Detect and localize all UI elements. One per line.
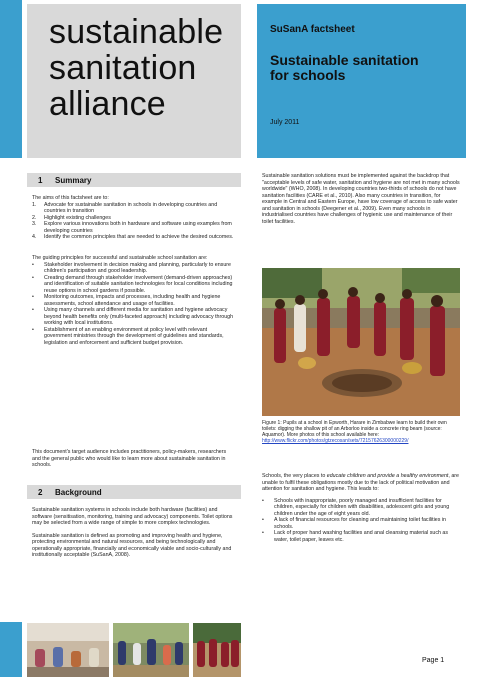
list-item: • A lack of financial resources for cleaning and maintaining toilet facilities in schools. [262, 517, 446, 530]
context-paragraph: Sustainable sanitation solutions must be implemented against the backdrop that "acceptable levels of safe water, sanitation and hygiene are not met in many schools worldwide" (WHO, 2008). In developing countries two-thirds of schools do not have sanitation facilities (CARE et al., 2010). Also many countries in transition, for example in Central and Eastern Europe, have low coverage of access to safe water and sanitation in schools (Deegener et al., 2009). Even many schools in industrialised countries have challenges of hygienic use and maintenance of their toilet facilities. [262, 173, 460, 225]
logo-line-1: sustainable [49, 13, 224, 51]
section-heading-summary [27, 173, 241, 187]
list-item: • Establishment of an enabling environment at policy level with relevant government ministries through the development of guidelines and standards, legislation and enforcement and sufficient budget provision. [32, 326, 224, 346]
section-number: 2 [38, 488, 43, 497]
section-title: Background [55, 488, 102, 497]
aims-list [32, 202, 236, 241]
logo-line-3: alliance [49, 85, 166, 123]
list-item: 3. Explore various innovations both in hardware and software using examples from developing countries [32, 221, 232, 234]
logo [49, 14, 234, 122]
issues-list [262, 498, 460, 544]
footer-photo-classroom [27, 623, 109, 677]
audience-paragraph: This document's target audience includes practitioners, policy-makers, researchers and the general public who would like to learn more about sustainable sanitation in schools. [32, 449, 227, 469]
publication-date: July 2011 [270, 119, 300, 126]
list-item: • Creating demand through stakeholder involvement (demand-driven approaches) and identification of suitable sanitation technologies for local conditions including reuse options in school gardens if possible. [32, 274, 233, 294]
schools-paragraph-block [262, 473, 460, 543]
flickr-link[interactable]: http://www.flickr.com/photos/gtzecosan/sets/72157626300000229/ [262, 438, 409, 444]
list-item: • Schools with inappropriate, poorly managed and insufficient facilities for children, especially for children with disabilities, adolescent girls and young children under the age of eight years old. [262, 497, 450, 517]
background-paragraph-2: Sustainable sanitation is defined as promoting and improving health and hygiene, protecting environmental and natural resources, and being technologically and operationally appropriate, financially and economically viable and socio-culturally and institutionally acceptable (SuSanA, 2008). [32, 532, 232, 558]
footer-photo-schoolyard [113, 623, 189, 677]
title-line-1: Sustainable sanitation [270, 52, 419, 68]
left-accent-strip-bottom [0, 622, 22, 677]
section-title: Summary [55, 176, 92, 185]
section-heading-background [27, 485, 241, 499]
list-item: 2. Highlight existing challenges [32, 214, 111, 221]
list-item: 1. Advocate for sustainable sanitation in schools in developing countries and countries in transition [32, 201, 218, 214]
list-item: • Stakeholder involvement in decision making and planning, particularly to ensure children's participation and good leadership. [32, 261, 231, 274]
section-number: 1 [38, 176, 43, 185]
page-title [270, 53, 455, 83]
factsheet-series: SuSanA factsheet [270, 24, 355, 35]
left-accent-strip [0, 0, 22, 158]
guiding-intro: The guiding principles for successful and sustainable school sanitation are: [32, 255, 208, 261]
background-paragraph-1: Sustainable sanitation systems in schools include both hardware (facilities) and software (sensitisation, monitoring, training and advocacy) components. Toilet options may be selected from a wide range of simple to more complex technologies. [32, 507, 233, 526]
list-item: 4. Identify the common principles that are needed to achieve the desired outcomes. [32, 234, 234, 240]
list-item: • Using many channels and different media for sanitation and hygiene advocacy beyond health benefits only (multi-faceted approach) including advocacy through working with local institutions. [32, 307, 234, 326]
logo-line-2: sanitation [49, 49, 197, 87]
list-item: • Lack of proper hand washing facilities and anal cleansing material such as water, toilet paper, leaves etc. [262, 530, 449, 543]
figure-caption: Figure 1: Pupils at a school in Epworth, Harare in Zimbabwe learn to build their own toilets: digging the shallow pit of an Arborloo inside a concrete ring beam (source: Aquamor). More photos of this school available here: http://www.flickr.com/photos/gtzecosan/sets/72157626300000229/ [262, 420, 447, 444]
school-pupils-photo [262, 268, 460, 416]
title-line-2: for schools [270, 67, 346, 83]
footer-photo-pupils [193, 623, 241, 677]
guiding-list [32, 262, 236, 347]
page-number: Page 1 [422, 657, 445, 664]
list-item: • Monitoring outcomes, impacts and processes, including health and hygiene assessments, school attendance and usage of facilities. [32, 294, 221, 307]
guiding-principles-block [32, 255, 236, 346]
background-text [32, 507, 236, 559]
schools-paragraph: Schools, the very places to educate children and provide a healthy environment, are unable to fulfil these obligations mostly due to the lack of political motivation and attention for sanitation and hygiene. This leads to: [262, 473, 460, 492]
aims-intro: The aims of this factsheet are to: [32, 195, 109, 201]
aims-block [32, 195, 236, 241]
